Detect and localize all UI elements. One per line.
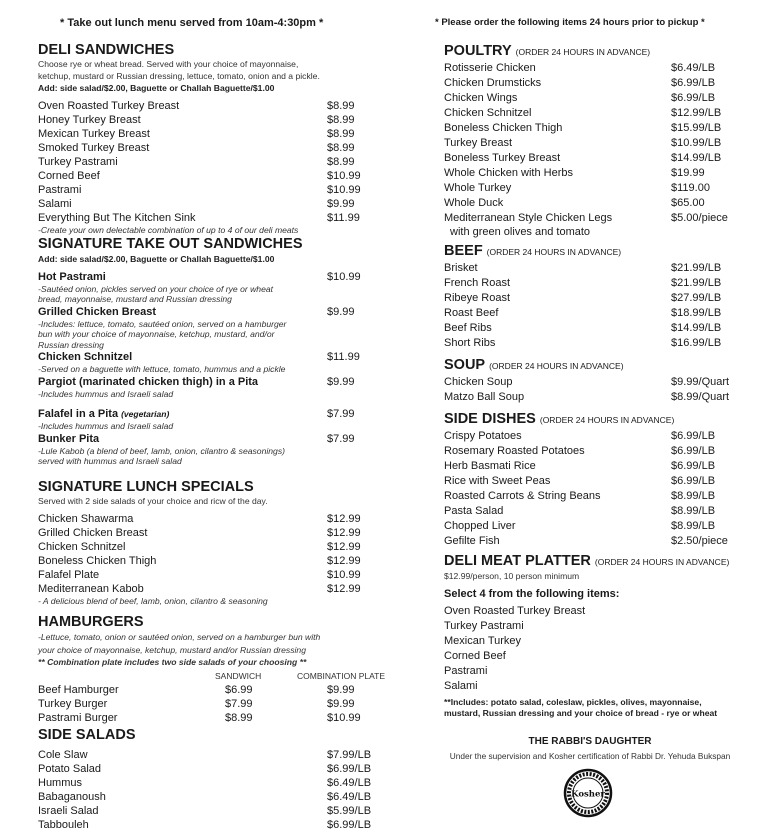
item-description: - A delicious blend of beef, lamb, onion, cilantro & seasoning [38,595,268,606]
section-deli-sandwiches [38,42,361,236]
menu-item [38,711,361,725]
item-price: $12.99 [327,582,361,595]
section-note: Served with 2 side salads of your choice and ricw of the day. [38,496,268,506]
menu-item [38,407,355,421]
item-price: $10.99 [327,270,361,283]
item-name: Mexican Turkey [444,634,522,647]
section-title: SOUP [444,357,486,373]
item-name: Short Ribs [444,337,496,349]
menu-item [444,375,730,390]
item-price: $6.49/LB [327,791,372,803]
menu-item [38,169,361,183]
combination-price: $9.99 [327,683,355,696]
item-name: Brisket [444,262,478,274]
section-poultry [444,43,728,239]
menu-item [38,350,360,364]
item-name: Beef Hamburger [38,683,119,696]
item-description: -Create your own delectable combination of up to 4 of our deli meats [38,224,299,235]
item-name: Whole Chicken with Herbs [444,167,573,179]
item-name: Salami [38,197,72,210]
item-price: $6.99/LB [327,763,372,775]
item-price: $9.99 [327,375,355,388]
item-price: $8.99 [327,141,355,154]
item-name: Corned Beef [38,169,100,182]
section-signature-take-out-sandwiches [38,236,361,467]
item-name: Herb Basmati Rice [444,460,536,472]
menu-item [444,181,710,196]
section-beef [444,243,722,351]
section-title: DELI MEAT PLATTER [444,553,591,569]
item-price: $6.99/LB [671,445,716,457]
section-heading [38,727,136,744]
item-name: Everything But The Kitchen Sink [38,211,196,224]
item-name: Chicken Shawarma [38,512,134,525]
item-list [444,375,730,405]
menu-item [444,136,722,151]
item-name: Oven Roasted Turkey Breast [444,604,586,617]
item-price: $27.99/LB [671,292,722,304]
platter-includes-note: mustard, Russian dressing and your choice of bread - rye or wheat [444,708,718,718]
combination-note: ** Combination plate includes two side salads of your choosing ** [38,657,307,667]
item-price: $8.99 [327,99,355,112]
menu-item [444,619,729,634]
section-heading [38,42,320,59]
item-name: Turkey Pastrami [38,155,118,168]
section-title: DELI SANDWICHES [38,42,175,58]
menu-item [38,127,355,141]
section-heading [38,236,303,253]
menu-item [38,512,361,526]
item-name: Smoked Turkey Breast [38,141,150,154]
item-name: Oven Roasted Turkey Breast [38,99,180,112]
restaurant-name: THE RABBI'S DAUGHTER [528,736,652,747]
item-price: $8.99 [327,127,355,140]
item-price: $12.99 [327,526,361,539]
menu-item [38,305,355,319]
item-price: $12.99 [327,540,361,553]
menu-item [444,664,729,679]
item-price: $21.99/LB [671,277,722,289]
item-price: $8.99/LB [671,520,716,532]
vegetarian-tag: (vegetarian) [121,409,170,419]
item-name: Grilled Chicken Breast [38,305,156,318]
advance-order-banner: * Please order the following items 24 hours prior to pickup * [435,17,705,28]
item-name: Ribeye Roast [444,292,511,304]
item-price: $8.99/Quart [671,391,730,403]
item-price: $21.99/LB [671,262,722,274]
item-list [38,270,361,467]
item-list [38,512,361,607]
item-price: $14.99/LB [671,152,722,164]
item-name: Hummus [38,777,83,789]
item-name: Grilled Chicken Breast [38,526,148,539]
item-list [444,261,722,351]
kosher-seal-icon [563,768,613,818]
item-name: Corned Beef [444,649,506,662]
section-side-dishes [444,411,728,549]
item-name: Whole Turkey [444,182,512,194]
section-heading [444,43,650,61]
item-price: $11.99 [327,351,360,363]
menu-item [444,276,722,291]
item-name: Salami [444,679,478,692]
item-name: Cole Slaw [38,749,88,761]
menu-item [444,151,722,166]
menu-item [444,306,722,321]
menu-item [38,197,355,211]
item-name: Beef Ribs [444,322,492,334]
section-title: BEEF [444,243,483,259]
section-title: SIDE SALADS [38,727,136,743]
add-on-note: Add: side salad/$2.00, Baguette or Challah Baguette/$1.00 [38,83,275,93]
menu-item [444,106,722,121]
item-name: Falafel Plate [38,568,100,581]
column-header: SANDWICH [215,670,262,681]
item-price: $10.99 [327,568,361,581]
item-name: Rosemary Roasted Potatoes [444,445,585,457]
item-price: $16.99/LB [671,337,722,349]
item-list [444,429,728,549]
menu-item [444,474,716,489]
item-name: Babaganoush [38,791,106,803]
menu-item [444,444,716,459]
item-description: -Sautéed onion, pickles served on your choice of rye or wheat [38,283,274,294]
section-deli-meat-platter [444,553,729,720]
item-name: Turkey Pastrami [444,619,524,632]
menu-item [38,776,372,790]
item-name: Honey Turkey Breast [38,113,141,126]
section-side-salads [38,727,372,832]
item-description: bun with your choice of mayonnaise, ketchup, mustard, and/or [38,329,275,339]
item-name: French Roast [444,277,511,289]
menu-item [38,683,355,697]
advance-order-note: (ORDER 24 HOURS IN ADVANCE) [515,47,651,57]
item-description: Russian dressing [38,339,104,350]
menu-item [444,91,716,106]
menu-item [444,291,722,306]
item-price: $7.99 [225,697,253,710]
item-price: $18.99/LB [671,307,722,319]
menu-item [444,211,728,226]
item-price: $8.99 [327,113,355,126]
menu-item [38,790,372,804]
menu-item [38,526,361,540]
menu-item [38,99,355,113]
item-name: Chicken Wings [444,92,518,104]
item-name: Pastrami Burger [38,711,118,724]
section-heading [444,357,624,375]
item-name: Pargiot (marinated chicken thigh) in a Pita [38,375,259,388]
item-price: $8.99 [225,711,253,724]
item-price: $9.99/Quart [671,376,730,388]
menu-item [444,534,728,549]
section-note: -Lettuce, tomato, onion or sautéed onion, served on a hamburger bun with [38,632,321,642]
menu-item [38,432,355,446]
item-name: Bunker Pita [38,432,100,445]
section-title: HAMBURGERS [38,614,144,630]
menu-item [38,141,355,155]
item-price: $11.99 [327,211,360,224]
price-column-headers [38,670,386,683]
item-name: Pastrami [38,183,82,196]
item-price: $119.00 [671,182,710,194]
combination-price: $9.99 [327,697,355,710]
menu-item [38,762,372,776]
item-name: Rice with Sweet Peas [444,475,551,487]
menu-item [38,375,355,389]
section-title: SIGNATURE TAKE OUT SANDWICHES [38,236,303,252]
item-name: Rotisserie Chicken [444,62,536,74]
item-price: $8.99 [327,155,355,168]
item-price: $9.99 [327,197,355,210]
section-heading [38,614,320,631]
menu-item [38,554,361,568]
advance-order-note: (ORDER 24 HOURS IN ADVANCE) [539,415,675,425]
item-price: $6.99 [225,683,253,696]
item-price: $5.00/piece [671,212,728,224]
item-list [38,99,361,236]
item-name: Boneless Chicken Thigh [38,554,157,567]
menu-item [444,321,722,336]
item-description: -Lule Kabob (a blend of beef, lamb, onion, cilantro & seasonings) [38,445,285,456]
item-name: Matzo Ball Soup [444,391,525,403]
item-name: Mexican Turkey Breast [38,127,150,140]
item-price: $2.50/piece [671,535,728,547]
section-heading [444,553,729,571]
menu-item [444,519,716,534]
item-name: Chicken Schnitzel [38,540,126,553]
item-name: Mediterranean Kabob [38,582,144,595]
seal-center-text: Kosher [571,789,605,800]
section-note: $12.99/person, 10 person minimum [444,571,580,581]
item-name: Hot Pastrami [38,270,106,283]
section-hamburgers [38,614,386,725]
section-note: Choose rye or wheat bread. Served with your choice of mayonnaise, [38,59,299,69]
menu-item [444,649,729,664]
item-name: Chicken Soup [444,376,513,388]
item-price: $6.99/LB [671,475,716,487]
item-price: $12.99 [327,554,361,567]
item-price: $12.99 [327,512,361,525]
item-description: served with hummus and Israeli salad [38,456,182,466]
item-price: $6.49/LB [671,62,716,74]
menu-item [444,489,716,504]
item-price: $6.99/LB [671,460,716,472]
item-price: $6.49/LB [327,777,372,789]
item-name: Chopped Liver [444,520,516,532]
item-price: $6.99/LB [327,819,372,831]
item-list [444,61,728,239]
menu-item [444,261,722,276]
item-name: Roast Beef [444,307,499,319]
item-name: Falafel in a Pita [38,408,119,420]
select-label: Select 4 from the following items: [444,587,620,600]
menu-item [444,634,729,649]
platter-includes-note: **Includes: potato salad, coleslaw, pickles, olives, mayonnaise, [444,696,702,707]
item-price: $65.00 [671,197,705,209]
item-name: Gefilte Fish [444,535,500,547]
section-heading [38,479,268,496]
section-heading [444,243,621,261]
menu-item [444,390,730,405]
item-price: $14.99/LB [671,322,722,334]
item-name: Tabbouleh [38,819,89,831]
menu-item [444,336,722,351]
item-name: Roasted Carrots & String Beans [444,490,601,502]
menu-item [38,211,360,225]
menu-item [444,459,716,474]
item-price: $7.99/LB [327,749,372,761]
item-name: Chicken Schnitzel [444,107,532,119]
item-description: -Includes hummus and Israeli salad [38,421,174,431]
item-name: Boneless Chicken Thigh [444,122,563,134]
menu-item [444,76,716,91]
section-title: POULTRY [444,43,512,59]
section-title: SIGNATURE LUNCH SPECIALS [38,479,254,495]
advance-order-note: (ORDER 24 HOURS IN ADVANCE) [489,361,624,371]
menu-item [444,504,716,519]
add-on-note: Add: side salad/$2.00, Baguette or Challah Baguette/$1.00 [38,254,275,264]
item-description: -Served on a baguette with lettuce, tomato, hummus and a pickle [38,364,286,374]
item-name: Potato Salad [38,763,101,775]
menu-item [38,582,361,596]
item-name: Crispy Potatoes [444,430,522,442]
item-price: $12.99/LB [671,107,722,119]
item-name: Boneless Turkey Breast [444,152,561,164]
item-description: bread, mayonnaise, mustard and Russian dressing [38,294,232,304]
section-heading [444,411,674,429]
item-price: $10.99 [327,169,361,182]
menu-item [38,270,361,284]
item-name: Whole Duck [444,197,504,209]
item-price: $6.99/LB [671,430,716,442]
item-list [444,604,729,694]
item-name: Pasta Salad [444,505,504,517]
menu-item [38,697,355,711]
advance-order-note: (ORDER 24 HOURS IN ADVANCE) [486,247,622,257]
kosher-supervision-note: Under the supervision and Kosher certification of Rabbi Dr. Yehuda Bukspan [449,751,731,761]
item-price: $7.99 [327,432,355,445]
item-description: -Includes: lettuce, tomato, sautéed onion, served on a hamburger [38,318,287,329]
item-price: $8.99/LB [671,490,716,502]
menu-item [444,121,722,136]
item-price: $10.99 [327,183,361,196]
section-note: ketchup, mustard or Russian dressing, lettuce, tomato, onion and a pickle. [38,70,320,81]
item-name: Chicken Drumsticks [444,77,542,89]
section-title: SIDE DISHES [444,411,536,427]
menu-item [444,679,729,694]
item-name: Mediterranean Style Chicken Legs [444,212,613,224]
item-list [38,683,361,725]
item-name: Chicken Schnitzel [38,351,133,363]
item-price: $5.99/LB [327,805,372,817]
item-list [38,748,372,832]
menu-item [38,540,361,554]
menu-item [444,196,705,211]
menu-item [444,429,716,444]
menu-item [38,113,355,127]
menu-item [38,818,372,832]
item-price: $8.99/LB [671,505,716,517]
item-name: Turkey Breast [444,137,513,149]
menu-item [38,155,355,169]
item-price: $6.99/LB [671,92,716,104]
section-note: your choice of mayonnaise, ketchup, mustard and/or Russian dressing [38,644,306,655]
item-price: $6.99/LB [671,77,716,89]
section-signature-lunch-specials [38,479,361,607]
item-name: Turkey Burger [38,697,108,710]
item-price: $7.99 [327,408,355,420]
item-name: Pastrami [444,664,488,677]
menu-item [38,568,361,582]
lunch-hours-banner: * Take out lunch menu served from 10am-4:30pm * [60,17,324,29]
menu-item [38,748,372,762]
column-header: COMBINATION PLATE [297,670,386,681]
item-name: Israeli Salad [38,805,99,817]
menu-item [38,804,372,818]
item-price: $10.99/LB [671,137,722,149]
combination-price: $10.99 [327,711,361,724]
item-price: $9.99 [327,305,355,318]
item-price: $15.99/LB [671,122,722,134]
menu-item [444,61,716,76]
item-name-continued: with green olives and tomato [450,226,591,238]
menu-item [38,183,361,197]
advance-order-note: (ORDER 24 HOURS IN ADVANCE) [594,557,730,567]
menu-item [444,604,729,619]
item-price: $19.99 [671,167,705,179]
section-soup [444,357,730,405]
item-description: -Includes hummus and Israeli salad [38,388,174,399]
menu-item [444,166,705,181]
